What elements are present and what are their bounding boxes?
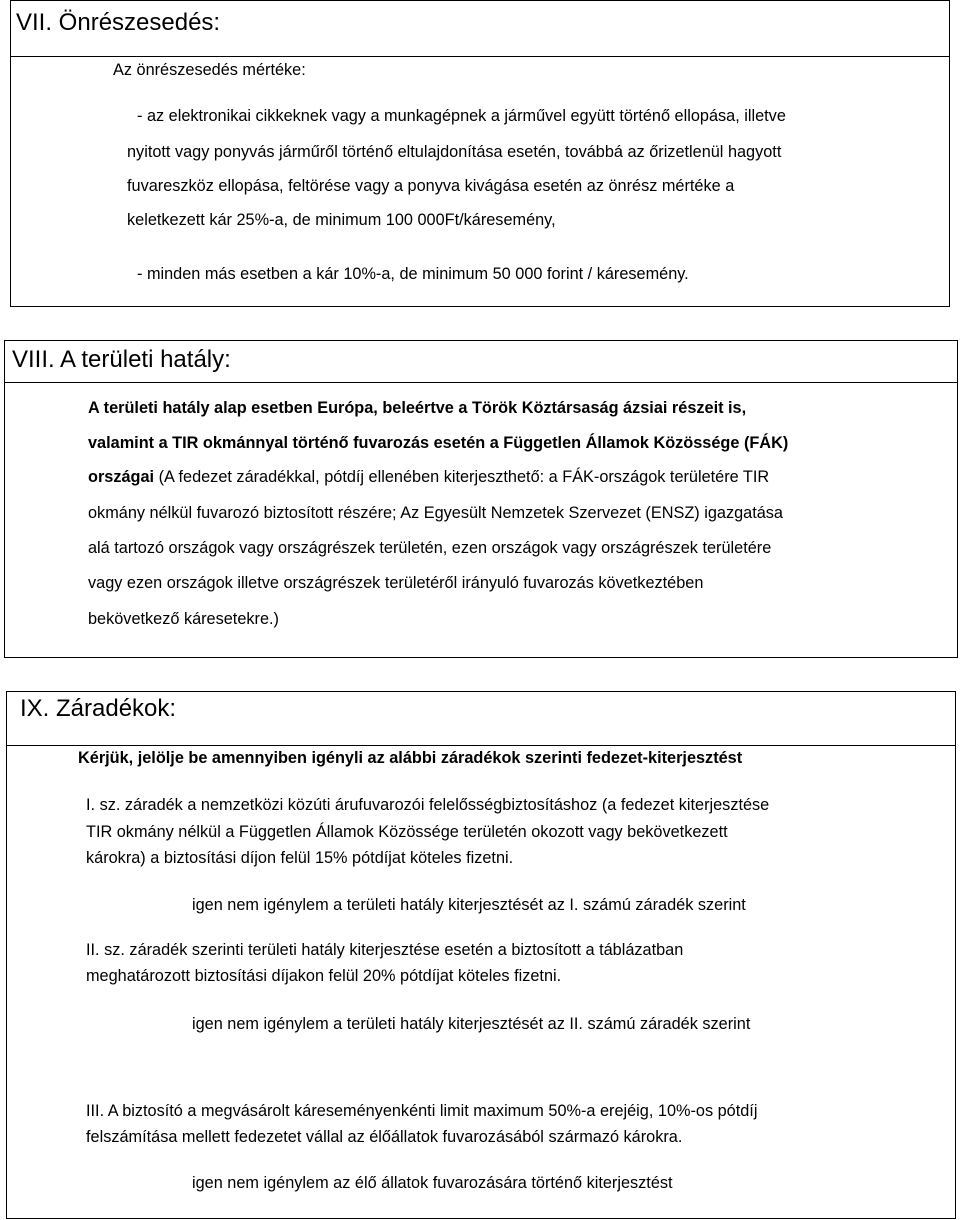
section-viii-line4: okmány nélkül fuvarozó biztosított részére; Az Egyesült Nemzetek Szervezet (ENSZ) igazgatása <box>88 504 783 522</box>
section-vii-item1-line2: nyitott vagy ponyvás járműről történő eltulajdonítása esetén, továbbá az őrizetlenül hagyott <box>127 143 782 161</box>
section-viii-line3 <box>88 467 769 487</box>
section-viii-line5: alá tartozó országok vagy országrészek területén, ezen országok vagy országrészek területére <box>88 539 772 557</box>
section-vii-subtitle: Az önrészesedés mértéke: <box>113 61 306 79</box>
section-viii-bold-line1: A területi hatály alap esetben Európa, beleértve a Török Köztársaság ázsiai részeit is, <box>88 399 747 417</box>
section-viii-title: VIII. A területi hatály: <box>12 346 231 373</box>
section-viii-line6: vagy ezen országok illetve országrészek területéről irányuló fuvarozás következtében <box>88 574 704 592</box>
section-viii-bold-line2: valamint a TIR okmánnyal történő fuvarozás esetén a Független Államok Közössége (FÁK) <box>88 434 789 452</box>
section-ix-title: IX. Záradékok: <box>20 695 177 722</box>
section-vii-item1-line4: keletkezett kár 25%-a, de minimum 100 000Ft/káresemény, <box>127 211 556 229</box>
clause1-option[interactable]: igen nem igénylem a területi hatály kiterjesztését az I. számú záradék szerint <box>192 896 746 914</box>
section-viii-line3-bold: országai <box>88 468 155 486</box>
section-vii-item1-line3: fuvareszköz ellopása, feltörése vagy a ponyva kivágása esetén az önrész mértéke a <box>127 177 735 195</box>
section-vii-item1-line1: - az elektronikai cikkeknek vagy a munkagépnek a járművel együtt történő ellopása, illetve <box>137 107 786 125</box>
clause2-option[interactable]: igen nem igénylem a területi hatály kiterjesztését az II. számú záradék szerint <box>192 1015 751 1033</box>
section-viii-line3-rest: (A fedezet záradékkal, pótdíj ellenében kiterjeszthető: a FÁK-országok területére TIR <box>154 468 770 486</box>
clause2-line2: meghatározott biztosítási díjakon felül 20% pótdíjat köteles fizetni. <box>86 967 562 985</box>
clause1-line2: TIR okmány nélkül a Független Államok Közössége területén okozott vagy bekövetkezett <box>86 823 728 841</box>
clause2-line1: II. sz. záradék szerinti területi hatály kiterjesztése esetén a biztosított a táblázatban <box>86 941 684 959</box>
section-vii-item2: - minden más esetben a kár 10%-a, de minimum 50 000 forint / káresemény. <box>137 265 689 283</box>
section-ix-instruction: Kérjük, jelölje be amennyiben igényli az alábbi záradékok szerinti fedezet-kiterjesztést <box>78 749 743 767</box>
section-vii-title: VII. Önrészesedés: <box>16 9 221 36</box>
clause3-line1: III. A biztosító a megvásárolt káreseményenkénti limit maximum 50%-a erejéig, 10%-os pótdíj <box>86 1102 758 1120</box>
section-viii-line7: bekövetkező káresetekre.) <box>88 610 279 628</box>
clause3-option[interactable]: igen nem igénylem az élő állatok fuvarozására történő kiterjesztést <box>192 1174 673 1192</box>
clause1-line1: I. sz. záradék a nemzetközi közúti árufuvarozói felelősségbiztosításhoz (a fedezet kiterjesztése <box>86 796 770 814</box>
clause3-line2: felszámítása mellett fedezetet vállal az élőállatok fuvarozásából származó károkra. <box>86 1128 683 1146</box>
clause1-line3: károkra) a biztosítási díjon felül 15% pótdíjat köteles fizetni. <box>86 849 514 867</box>
